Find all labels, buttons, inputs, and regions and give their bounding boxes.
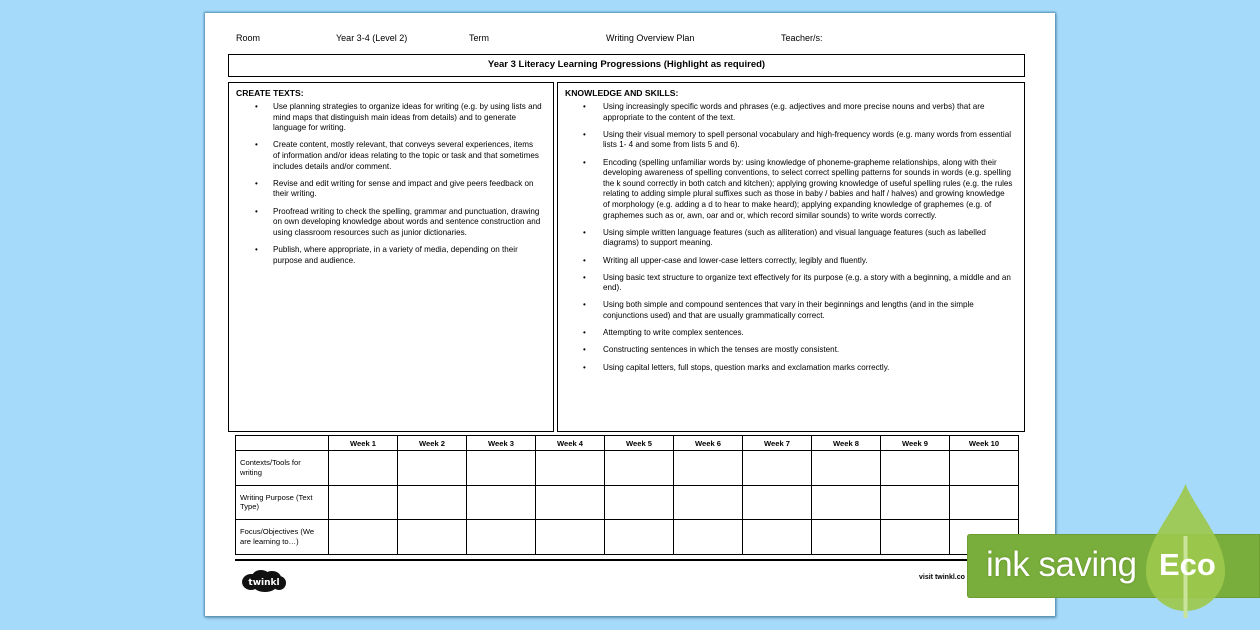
table-cell[interactable]	[674, 520, 743, 555]
bullet-icon: •	[583, 255, 586, 265]
row-label: Writing Purpose (Text Type)	[236, 485, 329, 520]
bullet-icon: •	[583, 300, 586, 310]
ink-saving-label: ink saving	[986, 545, 1137, 584]
table-cell[interactable]	[674, 485, 743, 520]
bullet-icon: •	[583, 129, 586, 139]
list-item: • Using increasingly specific words and phrases (e.g. adjectives and more precise nouns and verbs) that are appropriate to the content of the text.	[583, 102, 985, 122]
list-item: • Using capital letters, full stops, question marks and exclamation marks correctly.	[583, 362, 890, 372]
footer-divider	[235, 559, 1022, 561]
column-header: Week 2	[398, 436, 467, 451]
bullet-icon: •	[583, 272, 586, 282]
table-cell[interactable]	[398, 451, 467, 486]
knowledge-skills-heading: KNOWLEDGE AND SKILLS:	[565, 88, 679, 98]
table-cell[interactable]	[950, 485, 1019, 520]
table-cell[interactable]	[467, 520, 536, 555]
list-item: • Publish, where appropriate, in a variety of media, depending on their purpose and audience.	[255, 244, 518, 265]
bullet-icon: •	[255, 178, 258, 188]
document-page	[205, 13, 1055, 616]
plan-label: Writing Overview Plan	[606, 33, 695, 43]
list-item: • Revise and edit writing for sense and impact and give peers feedback on their writing.	[255, 178, 534, 199]
list-item: • Encoding (spelling unfamiliar words by: using knowledge of phoneme-grapheme relationships, along with their developing awareness of spelling conventions, to select correct spelling patterns for sounds in words (e.g. spelling the k sound correctly in both catch and kitchen); applying growing knowledge of useful spelling rules (e.g. the rules relating to adding simple plural suffixes such as those in baby / babies and half / halves) and growing knowledge of morphology (e.g. adding a d to hear to make heard); applying expanding knowledge of graphemes (e.g. of graphemes such as or, awn, oar and or, which record similar sounds) to write words correctly.	[583, 157, 1013, 220]
list-item: • Attempting to write complex sentences.	[583, 328, 744, 338]
list-item: • Using basic text structure to organize text effectively for its purpose (e.g. a story with a beginning, a middle and an end).	[583, 272, 1011, 293]
page-title: Year 3 Literacy Learning Progressions (Highlight as required)	[228, 54, 1025, 77]
table-cell[interactable]	[467, 451, 536, 486]
bullet-icon: •	[255, 206, 258, 216]
table-header-row	[236, 436, 1019, 451]
table-row	[236, 520, 1019, 555]
knowledge-skills-panel	[557, 82, 1025, 432]
column-header: Week 7	[743, 436, 812, 451]
bullet-icon: •	[583, 102, 586, 111]
column-header: Week 6	[674, 436, 743, 451]
list-item: • Proofread writing to check the spelling, grammar and punctuation, drawing on own developing knowledge about words and sentence construction and using classroom resources such as junior dictionaries.	[255, 206, 541, 237]
table-cell[interactable]	[950, 451, 1019, 486]
list-item: • Using simple written language features (such as alliteration) and visual language features (such as labelled diagrams) to support meaning.	[583, 227, 986, 248]
visit-link[interactable]: visit twinkl.co	[919, 574, 965, 581]
table-cell[interactable]	[329, 520, 398, 555]
column-header: Week 1	[329, 436, 398, 451]
row-label: Focus/Objectives (We are learning to…)	[236, 520, 329, 555]
table-cell[interactable]	[605, 485, 674, 520]
list-item: • Writing all upper-case and lower-case letters correctly, legibly and fluently.	[583, 255, 868, 265]
table-cell[interactable]	[881, 451, 950, 486]
year-label: Year 3-4 (Level 2)	[336, 33, 408, 43]
table-cell[interactable]	[812, 451, 881, 486]
column-header: Week 4	[536, 436, 605, 451]
create-texts-heading: CREATE TEXTS:	[236, 88, 304, 98]
bullet-icon: •	[583, 345, 586, 355]
term-label: Term	[469, 33, 489, 43]
bullet-icon: •	[583, 328, 586, 338]
table-cell[interactable]	[812, 520, 881, 555]
table-cell[interactable]	[536, 485, 605, 520]
table-cell[interactable]	[674, 451, 743, 486]
twinkl-logo-icon	[241, 568, 287, 593]
bullet-icon: •	[583, 362, 586, 372]
table-row	[236, 485, 1019, 520]
column-header: Week 9	[881, 436, 950, 451]
bullet-icon: •	[255, 102, 258, 111]
table-cell[interactable]	[881, 520, 950, 555]
table-cell[interactable]	[743, 520, 812, 555]
header-row	[205, 33, 1055, 45]
table-cell[interactable]	[605, 451, 674, 486]
list-item: • Use planning strategies to organize ideas for writing (e.g. by using lists and mind maps that distinguish main ideas from details) and to generate language for writing.	[255, 102, 542, 133]
bullet-icon: •	[255, 140, 258, 150]
table-cell[interactable]	[398, 520, 467, 555]
table-row	[236, 451, 1019, 486]
twinkl-logo-text: twinkl	[248, 578, 280, 588]
column-header: Week 3	[467, 436, 536, 451]
bullet-icon: •	[583, 227, 586, 237]
table-cell[interactable]	[467, 485, 536, 520]
list-item: • Using both simple and compound sentences that vary in their beginnings and lengths (and in the simple conjunctions used) and that are usually grammatically correct.	[583, 300, 974, 321]
list-item: • Constructing sentences in which the tenses are mostly consistent.	[583, 345, 840, 355]
column-header: Week 8	[812, 436, 881, 451]
table-cell[interactable]	[743, 451, 812, 486]
table-cell[interactable]	[329, 451, 398, 486]
table-cell[interactable]	[881, 485, 950, 520]
bullet-icon: •	[255, 244, 258, 254]
list-item: • Create content, mostly relevant, that conveys several experiences, items of information and/or ideas relating to the topic or task and that sometimes includes details and/or comment.	[255, 140, 539, 171]
bullet-icon: •	[583, 157, 586, 167]
column-header: Week 10	[950, 436, 1019, 451]
eco-label: Eco	[1159, 547, 1216, 582]
table-cell[interactable]	[605, 520, 674, 555]
teacher-label: Teacher/s:	[781, 33, 823, 43]
table-cell[interactable]	[743, 485, 812, 520]
table-cell[interactable]	[536, 451, 605, 486]
column-header: Week 5	[605, 436, 674, 451]
room-label: Room	[236, 33, 261, 43]
table-cell[interactable]	[536, 520, 605, 555]
weekly-plan-table	[235, 435, 1019, 555]
list-item: • Using their visual memory to spell personal vocabulary and high-frequency words (e.g. many words from essential lists 1- 4 and some from lists 5 and 6).	[583, 129, 1012, 150]
create-texts-panel	[228, 82, 554, 432]
table-cell[interactable]	[812, 485, 881, 520]
table-cell[interactable]	[329, 485, 398, 520]
table-cell[interactable]	[398, 485, 467, 520]
row-label: Contexts/Tools for writing	[236, 451, 329, 486]
table-corner-cell	[236, 436, 329, 451]
